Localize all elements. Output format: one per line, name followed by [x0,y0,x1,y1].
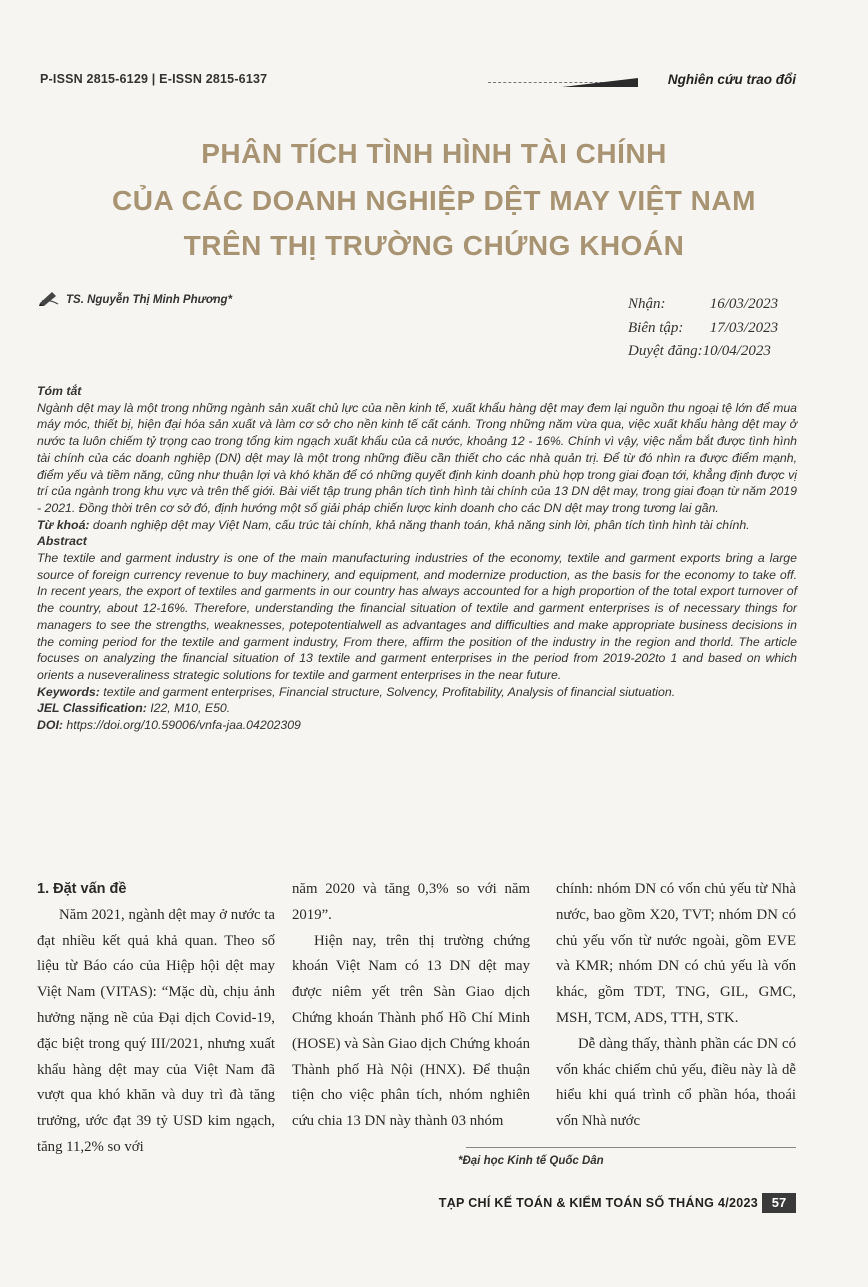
summary-keywords-label: Từ khoá: [37,517,90,532]
received-date: 16/03/2023 [709,296,779,312]
approved-row [628,340,778,364]
summary-text: Ngành dệt may là một trong những ngành sản xuất chủ lực của nền kinh tế, xuất khẩu hàng dệt may đem lại nguồn thu ngoại tệ lớn để mua máy móc, thiết bị, hiện đại hóa sản xuất và làm cơ sở cho nền kinh tế cất cánh. Trong những năm vừa qua, việc xuất khẩu hàng dệt may ở nước ta luôn chiếm tỷ trọng cao trong tổng kim ngạch xuất khẩu của cả nước, khoảng 12 - 16%. Chính vì vậy, việc nắm bắt được tình hình tài chính của các doanh nghiệp (DN) dệt may là một trong những điều cần thiết cho các nhà quản trị. Để từ đó nhìn ra được điểm mạnh, điểm yếu và tiềm năng, cũng như thuận lợi và khó khăn để có những quyết định kinh doanh phù hợp trong giai đoạn tới, khẳng định được vị trí của ngành trong khu vực và trên thế giới. Bài viết tập trung phân tích tình hình tài chính của 13 DN dệt may, trong giai đoạn từ năm 2019 - 2021. Đồng thời trên cơ sở đó, định hướng một số giải pháp chiến lược kinh doanh cho các DN dệt may trong tương lai gần. [37,400,797,515]
doi-link[interactable]: https://doi.org/10.59006/vnfa-jaa.04202309 [62,718,301,733]
col2-continuation: năm 2020 và tăng 0,3% so với năm 2019”. [292,881,530,923]
author-affiliation-footnote: *Đại học Kinh tế Quốc Dân [458,1155,604,1167]
abstract-text: The textile and garment industry is one of the main manufacturing industries of the economy, textile and garment exports bring a large source of foreign currency revenue to buy machinery, and equipment, and modernize production, as the basis for the economy to take off. In recent years, the export of textiles and garments in our country has always accounted for a high proportion of the total export turnover of the country, about 12-16%. Therefore, understanding the financial situation of textile and garment enterprises is of necessary things for managers to see the strengths, weaknesses, potepotentialwell as advantages and difficulties and make appropriate business decisions in the coming period for the textile and garment industry, From there, affirm the position of the industry in the region and thorld. The article focuses on analyzing the financial situation of 13 textile and garment enterprises in the period from 2019-202to 1 and based on which orients a nuseveraliness strategic solutions for textile and garment enterprises in the near future. [37,551,797,682]
title-line-2: CỦA CÁC DOANH NGHIỆP DỆT MAY VIỆT NAM [112,185,756,216]
header-wedge-decoration [562,78,638,87]
journal-footer: TẠP CHÍ KẾ TOÁN & KIỂM TOÁN SỐ THÁNG 4/2023 [438,1196,758,1210]
approved-label: Duyệt đăng: [628,343,703,359]
pen-icon [38,289,60,307]
abstract-block [37,383,797,734]
doi-label: DOI: [37,718,63,733]
jel-classification [37,700,797,717]
edited-date: 17/03/2023 [709,319,779,336]
summary-keywords [37,517,797,534]
footnote-divider [466,1147,796,1148]
edited-label: Biên tập: [628,319,684,336]
title-line-3: TRÊN THỊ TRƯỜNG CHỨNG KHOÁN [183,230,685,261]
author-name: TS. Nguyễn Thị Minh Phương* [66,294,233,306]
section-label: Nghiên cứu trao đổi [667,72,796,87]
received-label: Nhận: [628,296,666,312]
article-dates [628,293,778,364]
jel-label: JEL Classification: [37,701,147,716]
section-heading: 1. Đặt vấn đề [37,881,127,897]
issn-header: P-ISSN 2815-6129 | E-ISSN 2815-6137 [40,72,268,86]
col3-continuation: chính: nhóm DN có vốn chủ yếu từ Nhà nước, bao gồm X20, TVT; nhóm DN có chủ yếu vốn từ nước ngoài, gồm EVE và KMR; nhóm DN có chủ yếu là vốn khác, gồm TDT, TNG, GIL, GMC, MSH, TCM, ADS, TTH, STK. [556,881,796,1026]
title-line-1: PHÂN TÍCH TÌNH HÌNH TÀI CHÍNH [201,138,667,169]
body-column-1 [37,877,275,1161]
abstract-keywords-value: textile and garment enterprises, Financial structure, Solvency, Profitability, Analysis of financial siutuation. [99,684,676,699]
summary-keywords-value: doanh nghiệp dệt may Việt Nam, cấu trúc tài chính, khả năng thanh toán, khả năng sinh lời, phân tích tình hình tài chính. [89,517,750,532]
col1-paragraph: Năm 2021, ngành dệt may ở nước ta đạt nhiều kết quả khả quan. Theo số liệu từ Báo cáo của Hiệp hội dệt may Việt Nam (VITAS): “Mặc dù, chịu ảnh hưởng nặng nề của Đại dịch Covid-19, đặc biệt trong quý III/2021, nhưng xuất khẩu hàng dệt may của Việt Nam đã vượt qua khó khăn và duy trì đà tăng trưởng, ước đạt 39 tỷ USD kim ngạch, tăng 11,2% so với [37,906,275,1155]
approved-date: 10/04/2023 [702,343,771,359]
abstract-keywords [37,684,797,701]
doi-line [37,717,797,734]
page-number: 57 [762,1193,796,1213]
abstract-keywords-label: Keywords: [37,684,100,699]
received-row [628,293,778,317]
body-column-2 [292,877,530,1135]
col2-paragraph: Hiện nay, trên thị trường chứng khoán Việt Nam có 13 DN dệt may được niêm yết trên Sàn Giao dịch Chứng khoán Thành phố Hồ Chí Minh (HOSE) và Sàn Giao dịch Chứng khoán Thành phố Hà Nội (HNX). Để thuận tiện cho việc phân tích, nhóm nghiên cứu chia 13 DN này thành 03 nhóm [292,932,530,1130]
abstract-heading: Abstract [37,534,87,549]
jel-value: I22, M10, E50. [146,701,231,716]
edited-row [628,317,778,341]
col3-paragraph: Dễ dàng thấy, thành phần các DN có vốn khác chiếm chủ yếu, điều này là dễ hiểu khi quá trình cổ phần hóa, thoái vốn Nhà nước [556,1035,796,1130]
summary-heading: Tóm tắt [37,384,82,398]
body-column-3 [556,877,796,1135]
